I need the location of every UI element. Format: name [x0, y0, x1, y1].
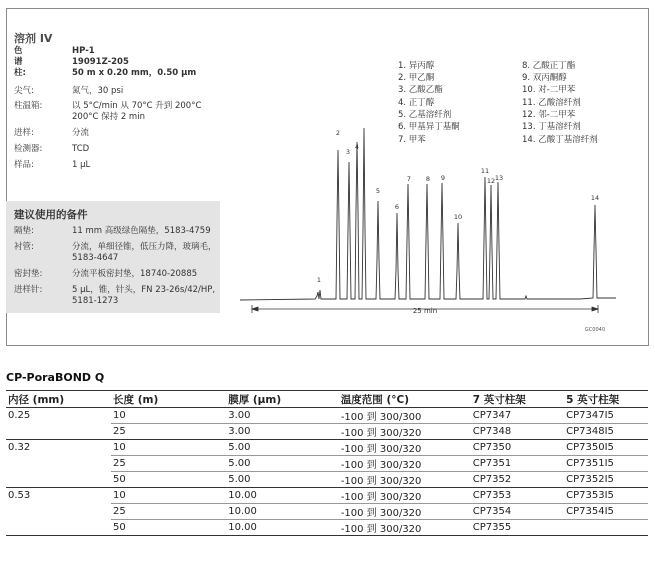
arrow-right-icon	[592, 307, 598, 311]
cell-temp: -100 到 300/320	[339, 472, 471, 488]
cell-7in: CP7350	[471, 440, 564, 456]
liner-part: 5183-4647	[72, 253, 119, 263]
syringe-value: 5 μL，锥，针头，FN 23-26s/42/HP,	[72, 285, 216, 295]
cell-7in: CP7347	[471, 408, 564, 424]
detector-value: TCD	[72, 144, 90, 154]
oven-label: 柱温箱:	[14, 101, 43, 111]
seal-value: 分流平板密封垫，18740-20885	[72, 269, 198, 279]
cell-5in: CP7350I5	[564, 440, 648, 456]
syringe-part: 5181-1273	[72, 296, 119, 306]
cell-length: 25	[111, 456, 226, 472]
header-5in: 5 英寸柱架	[564, 391, 648, 408]
seal-label: 密封垫:	[14, 269, 43, 279]
oven-hold: 200°C 保持 2 min	[72, 112, 145, 122]
cell-id	[6, 472, 111, 488]
column-part-number: 19091Z-205	[72, 57, 129, 67]
peak-label: 3	[345, 148, 351, 156]
table-row	[6, 424, 648, 440]
table-row	[6, 440, 648, 456]
cell-temp: -100 到 300/320	[339, 440, 471, 456]
cell-film: 5.00	[226, 456, 339, 472]
cell-5in: CP7352I5	[564, 472, 648, 488]
product-table	[6, 390, 648, 536]
peak-id-item: 5. 乙基溶纤剂	[398, 110, 452, 120]
oven-program: 以 5°C/min 从 70°C 升到 200°C	[72, 101, 202, 111]
peak-label: 6	[394, 203, 400, 211]
peak-label: 12	[486, 177, 496, 185]
peak-id-item: 11. 乙酸溶纤剂	[522, 98, 581, 108]
table-row	[6, 472, 648, 488]
table-title: CP-PoraBOND Q	[6, 371, 105, 384]
cell-length: 25	[111, 424, 226, 440]
cell-film: 10.00	[226, 520, 339, 536]
table-row	[6, 408, 648, 424]
table-row	[6, 456, 648, 472]
cell-length: 50	[111, 472, 226, 488]
peak-id-item: 13. 丁基溶纤剂	[522, 122, 581, 132]
peak-id-item: 8. 乙酸正丁酯	[522, 61, 576, 71]
figure-code: GC0040	[584, 327, 605, 333]
sample-value: 1 μL	[72, 160, 91, 170]
peak-id-item: 14. 乙酸丁基溶纤剂	[522, 135, 598, 145]
table-row	[6, 488, 648, 504]
method-conditions	[14, 86, 234, 176]
cell-temp: -100 到 300/320	[339, 424, 471, 440]
cell-temp: -100 到 300/320	[339, 504, 471, 520]
peak-id-item: 3. 乙酸乙酯	[398, 85, 443, 95]
application-title: 溶剂 IV	[14, 32, 53, 45]
header-film: 膜厚 (μm)	[226, 391, 339, 408]
table-row	[6, 520, 648, 536]
peak-label: 9	[440, 174, 446, 182]
liner-label: 衬管:	[14, 242, 34, 252]
injection-label: 进样:	[14, 128, 34, 138]
cell-temp: -100 到 300/320	[339, 456, 471, 472]
peak-id-item: 12. 邻-二甲苯	[522, 110, 576, 120]
cell-film: 3.00	[226, 408, 339, 424]
carrier-gas-value: 氮气，30 psi	[72, 86, 124, 96]
cell-length: 50	[111, 520, 226, 536]
septum-value: 11 mm 高级绿色隔垫，5183-4759	[72, 226, 211, 236]
cell-length: 10	[111, 488, 226, 504]
cell-temp: -100 到 300/300	[339, 408, 471, 424]
cell-id: 0.53	[8, 490, 31, 502]
peak-label: 2	[335, 129, 341, 137]
cell-id: 0.32	[8, 442, 31, 454]
cell-id	[6, 520, 111, 536]
septum-label: 隔垫:	[14, 226, 34, 236]
cell-length: 10	[111, 408, 226, 424]
cell-length: 10	[111, 440, 226, 456]
cell-length: 25	[111, 504, 226, 520]
header-id: 内径 (mm)	[6, 391, 111, 408]
cell-temp: -100 到 300/320	[339, 520, 471, 536]
cell-7in: CP7348	[471, 424, 564, 440]
peak-label: 4	[354, 143, 360, 151]
peak-label: 10	[453, 213, 463, 221]
recommended-parts-title: 建议使用的备件	[14, 209, 88, 221]
header-length: 长度 (m)	[111, 391, 226, 408]
peak-id-item: 4. 正丁醇	[398, 98, 435, 108]
cell-5in	[564, 520, 648, 536]
peak-id-item: 2. 甲乙酮	[398, 73, 435, 83]
cell-5in: CP7348I5	[564, 424, 648, 440]
peak-label: 1	[316, 276, 322, 284]
cell-7in: CP7355	[471, 520, 564, 536]
time-scale-label: 25 min	[412, 307, 438, 315]
injection-value: 分流	[72, 128, 90, 138]
cell-7in: CP7352	[471, 472, 564, 488]
cell-7in: CP7351	[471, 456, 564, 472]
cell-film: 10.00	[226, 488, 339, 504]
peak-id-item: 6. 甲基异丁基酮	[398, 122, 460, 132]
column-label-text: 色谱柱:	[14, 46, 26, 78]
cell-5in: CP7347I5	[564, 408, 648, 424]
syringe-label: 进样针:	[14, 285, 43, 295]
cell-7in: CP7353	[471, 488, 564, 504]
peak-label: 11	[480, 167, 490, 175]
peak-id-item: 7. 甲苯	[398, 135, 426, 145]
cell-7in: CP7354	[471, 504, 564, 520]
cell-5in: CP7351I5	[564, 456, 648, 472]
cell-film: 5.00	[226, 440, 339, 456]
peak-label: 7	[406, 175, 412, 183]
column-dimensions: 50 m x 0.20 mm，0.50 μm	[72, 68, 197, 78]
header-temp: 温度范围 (°C)	[339, 391, 471, 408]
cell-id: 0.25	[8, 410, 31, 422]
peak-label: 14	[590, 194, 600, 202]
peak-label: 13	[494, 174, 504, 182]
detector-label: 检测器:	[14, 144, 43, 154]
cell-id	[6, 424, 111, 440]
peak-id-item: 10. 对-二甲苯	[522, 85, 576, 95]
cell-film: 3.00	[226, 424, 339, 440]
chromatogram	[240, 120, 616, 340]
cell-id	[6, 504, 111, 520]
cell-film: 5.00	[226, 472, 339, 488]
arrow-left-icon	[252, 307, 258, 311]
liner-value: 分流，单细径锥，低压力降，玻璃毛，	[72, 242, 217, 252]
peak-id-item: 9. 双丙酮醇	[522, 73, 567, 83]
cell-temp: -100 到 300/320	[339, 488, 471, 504]
column-name: HP-1	[72, 46, 95, 56]
table-header-row	[6, 391, 648, 408]
header-7in: 7 英寸柱架	[471, 391, 564, 408]
sample-label: 样品:	[14, 160, 34, 170]
cell-id	[6, 456, 111, 472]
cell-5in: CP7354I5	[564, 504, 648, 520]
recommended-parts-list	[14, 226, 224, 312]
chromatogram-trace	[240, 128, 616, 300]
cell-5in: CP7353I5	[564, 488, 648, 504]
peak-label: 5	[375, 187, 381, 195]
table-row	[6, 504, 648, 520]
carrier-gas-label: 尖气:	[14, 86, 34, 96]
peak-id-item: 1. 异丙醇	[398, 61, 435, 71]
peak-label: 8	[425, 175, 431, 183]
cell-film: 10.00	[226, 504, 339, 520]
